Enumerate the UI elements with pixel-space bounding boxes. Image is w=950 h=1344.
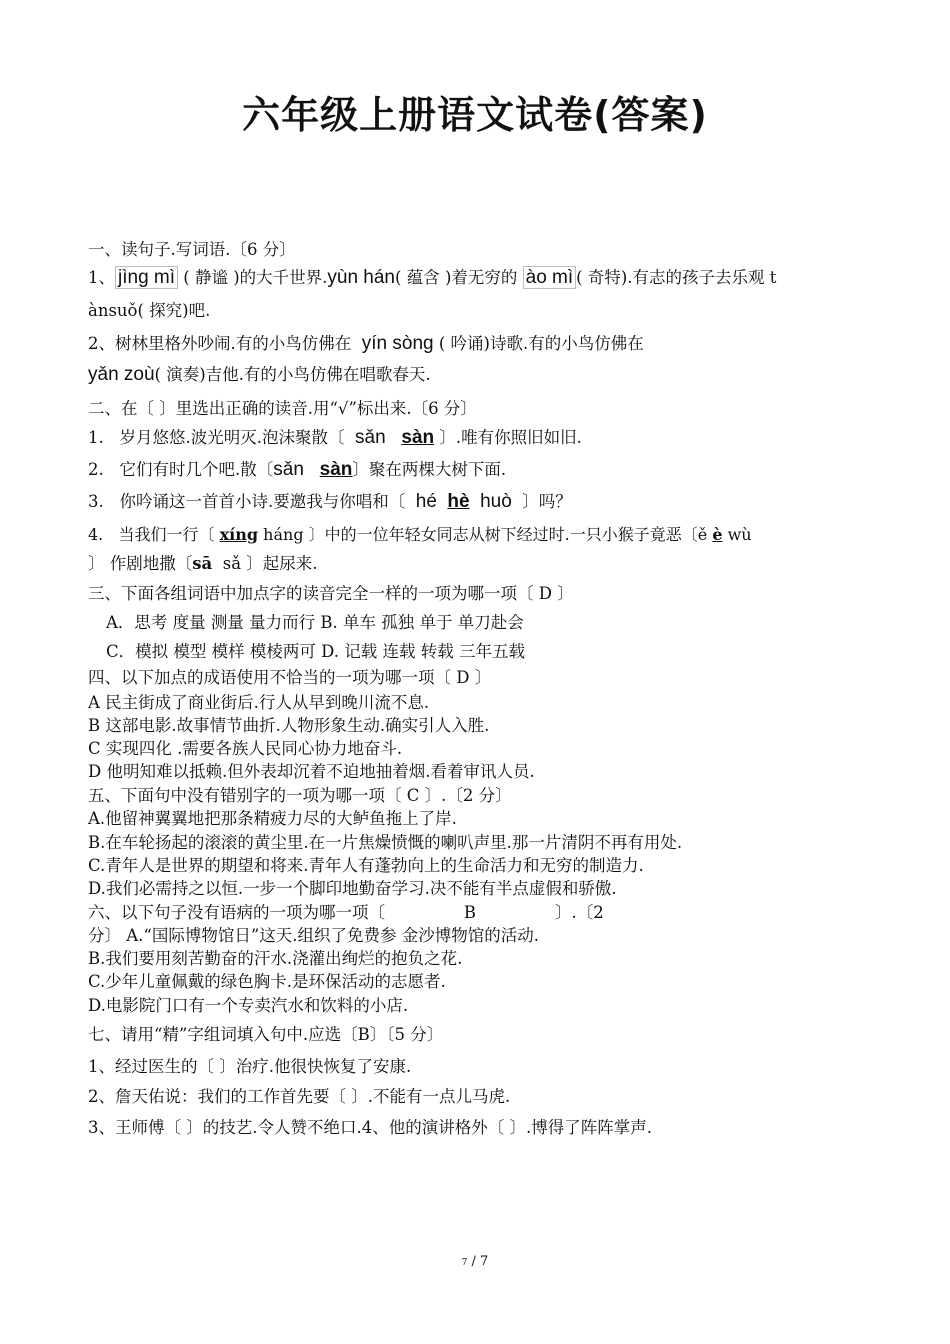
correct-answer: hè	[447, 491, 470, 512]
section-7-heading: 七、请用“精”字组词填入句中.应选〔B〕〔5 分〕	[88, 1025, 444, 1044]
section-5-heading: 五、下面句中没有错别字的一项为哪一项〔 C 〕.〔2 分〕	[88, 786, 512, 805]
pinyin-aomi: ào mì	[523, 266, 577, 289]
s5-option-d: D.我们必需持之以恒.一步一个脚印地勤奋学习.决不能有半点虚假和骄傲.	[88, 879, 617, 898]
section-2-heading: 二、在〔 〕里选出正确的读音.用“√”标出来.〔6 分〕	[88, 399, 477, 418]
s1-q2-line2: yǎn zoù( 演奏)吉他.有的小鸟仿佛在唱歌春天.	[88, 364, 431, 385]
s2-q4-line1: 4. 当我们一行〔 xíng háng 〕中的一位年轻女同志从树下经过时.一只小猴子竟恶〔ě è wù	[88, 525, 752, 544]
pinyin-jingmi: jìng mì	[115, 266, 178, 289]
section-6-heading: 六、以下句子没有语病的一项为哪一项〔 B 〕.〔2	[88, 903, 604, 922]
page-title: 六年级上册语文试卷(答案)	[242, 93, 708, 137]
s1-q1-line1: 1、 jìng mì ( 静谧 )的大千世界.yùn hán( 蕴含 )着无穷的 ào mì ( 奇特).有志的孩子去乐观 t	[88, 267, 777, 288]
section-1-heading: 一、读句子.写词语.〔6 分〕	[88, 240, 296, 259]
section-3-heading: 三、下面各组词语中加点字的读音完全一样的一项为哪一项〔 D 〕	[88, 584, 574, 603]
s6-option-c: C.少年儿童佩戴的绿色胸卡.是环保活动的志愿者.	[88, 972, 446, 991]
s2-q2: 2. 它们有时几个吧.散〔sǎn sàn〕聚在两棵大树下面.	[88, 459, 507, 480]
s5-option-b: B.在车轮扬起的滚滚的黄尘里.在一片焦燥愤慨的喇叭声里.那一片清阴不再有用处.	[88, 833, 683, 852]
s7-q3: 3、王师傅〔 〕的技艺.令人赞不绝口.4、他的演讲格外〔 〕.博得了阵阵掌声.	[88, 1118, 652, 1137]
s5-option-a: A.他留神翼翼地把那条精疲力尽的大鲈鱼拖上了岸.	[88, 809, 457, 828]
s3-options-ab: A．思考 度量 测量 量力而行 B. 单车 孤独 单于 单刀赴会	[106, 613, 524, 632]
s6-answer: B	[463, 903, 477, 922]
s4-option-d: D 他明知难以抵赖.但外表却沉着不迫地抽着烟.看着审讯人员.	[88, 762, 535, 781]
s1-q2-line1: 2、树林里格外吵闹.有的小鸟仿佛在 yín sòng ( 吟诵)诗歌.有的小鸟仿佛在	[88, 333, 644, 354]
s2-q1: 1. 岁月悠悠.波光明灭.泡沫聚散〔 sǎn sàn 〕.唯有你照旧如旧.	[88, 427, 582, 448]
correct-answer: sàn	[319, 459, 353, 480]
s1-q1-line2: ànsuǒ( 探究)吧.	[88, 301, 211, 320]
section-4-heading: 四、以下加点的成语使用不恰当的一项为哪一项〔 D 〕	[88, 668, 492, 687]
s2-q3: 3. 你吟诵这一首首小诗.要邀我与你唱和〔 hé hè huò 〕吗？	[88, 491, 572, 512]
s6-option-d: D.电影院门口有一个专卖汽水和饮料的小店.	[88, 996, 409, 1015]
s6-option-b: B.我们要用刻苦勤奋的汗水.浇灌出绚烂的抱负之花.	[88, 949, 463, 968]
correct-answer: sā	[192, 554, 213, 573]
s7-q2: 2、詹天佑说：我们的工作首先要〔 〕.不能有一点儿马虎.	[88, 1087, 511, 1106]
s2-q4-line2: 〕 作剧地撒〔sā sǎ 〕起尿来.	[88, 554, 318, 573]
correct-answer: è	[712, 525, 723, 544]
s4-option-a: A 民主街成了商业街后.行人从早到晚川流不息.	[88, 693, 430, 712]
correct-answer: xíng	[219, 525, 259, 544]
s4-option-c: C 实现四化 .需要各族人民同心协力地奋斗.	[88, 739, 403, 758]
s6-option-a: 分〕 A.“国际博物馆日”这天.组织了免费参 金沙博物馆的活动.	[88, 926, 540, 945]
s7-q1: 1、经过医生的〔 〕治疗.他很快恢复了安康.	[88, 1057, 412, 1076]
s5-option-c: C.青年人是世界的期望和将来.青年人有蓬勃向上的生命活力和无穷的制造力.	[88, 856, 644, 875]
page-number: 7 / 7	[461, 1254, 489, 1269]
s3-options-cd: C．模拟 模型 模样 模棱两可 D. 记载 连载 转载 三年五载	[106, 642, 525, 661]
correct-answer: sàn	[401, 427, 435, 448]
s4-option-b: B 这部电影.故事情节曲折.人物形象生动.确实引人入胜.	[88, 716, 490, 735]
